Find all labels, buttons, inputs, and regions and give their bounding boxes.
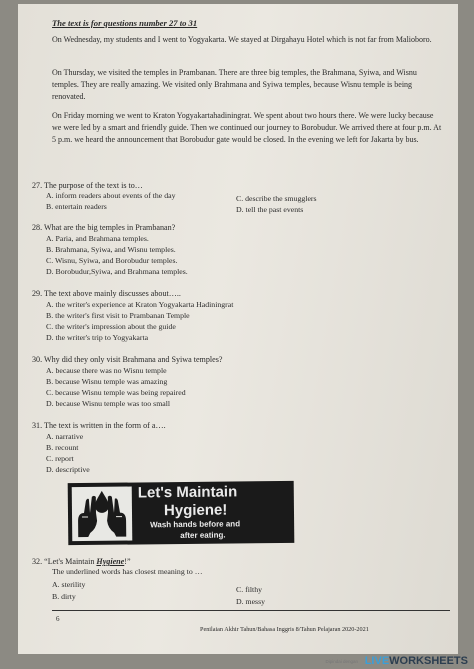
reading-title: The text is for questions number 27 to 31 <box>52 18 198 28</box>
q32-option-d[interactable]: D. messy <box>236 597 266 606</box>
banner-subtext-line-2: after eating. <box>180 530 226 541</box>
banner-heading-line-2: Hygiene! <box>163 501 228 520</box>
q29-option-b[interactable]: B. the writer's first visit to Prambanan Temple <box>46 311 190 320</box>
q30-option-d[interactable]: D. because Wisnu temple was too small <box>46 399 171 408</box>
q31-option-d[interactable]: D. descriptive <box>46 465 90 474</box>
liveworksheets-watermark <box>325 655 468 667</box>
hygiene-banner <box>68 481 295 545</box>
banner-heading-line-1: Let's Maintain <box>137 483 238 502</box>
q29-option-d[interactable]: D. the writer's trip to Yogyakarta <box>46 333 149 342</box>
paragraph-1: On Wednesday, my students and I went to Yogyakarta. We stayed at Dirgahayu Hotel which is not far from Malioboro. <box>52 35 432 44</box>
handwashing-icon <box>72 487 133 542</box>
question-31: 31. The text is written in the form of a…. <box>32 421 166 430</box>
q31-option-c[interactable]: C. report <box>46 454 74 463</box>
q27-option-c[interactable]: C. describe the smugglers <box>236 194 317 203</box>
q28-option-b[interactable]: B. Brahmana, Syiwa, and Wisnu temples. <box>46 245 176 254</box>
q30-option-a[interactable]: A. because there was no Wisnu temple <box>46 366 167 375</box>
q32-option-a[interactable]: A. sterility <box>52 580 86 589</box>
q29-option-a[interactable]: A. the writer's experience at Kraton Yogyakarta Hadiningrat <box>46 300 234 309</box>
worksheet-page <box>18 4 458 654</box>
question-27: 27. The purpose of the text is to… <box>32 181 143 190</box>
q29-option-c[interactable]: C. the writer's impression about the guide <box>46 322 176 331</box>
q27-option-b[interactable]: B. entertain readers <box>46 202 107 211</box>
q32-option-c[interactable]: C. filthy <box>236 585 262 594</box>
q31-option-b[interactable]: B. recount <box>46 443 79 452</box>
q28-option-a[interactable]: A. Paria, and Brahmana temples. <box>46 234 149 243</box>
q31-option-a[interactable]: A. narrative <box>46 432 84 441</box>
q28-option-c[interactable]: C. Wisnu, Syiwa, and Borobudur temples. <box>46 256 178 265</box>
liveworksheets-logo: LIVEWORKSHEETS <box>364 655 468 667</box>
question-28: 28. What are the big temples in Prambanan? <box>32 223 176 232</box>
page-number: 6 <box>56 615 60 623</box>
paragraph-2: On Thursday, we visited the temples in Prambanan. There are three big temples, the Brahmana, Syiwa, and Wisnu temples. They are really amazing. We visited only Brahmana and Syiwa temples, because Wisnu temple is being renovated. <box>52 68 417 101</box>
q30-option-b[interactable]: B. because Wisnu temple was amazing <box>46 377 168 386</box>
paragraph-3: On Friday morning we went to Kraton Yogyakartahadiningrat. We spent about two hours there. We were lucky because we were led by a smart and friendly guide. Then we continued our journey to Borobudur. We arrived there at four p.m. At 5 p.m. we heard the announcement that Borobudur gate would be closed. In the evening we left for Jakarta by bus. <box>52 111 442 144</box>
q32-instruction: The underlined words has closest meaning to … <box>52 567 203 576</box>
q27-option-d[interactable]: D. tell the past events <box>236 205 304 214</box>
watermark-by: Dipindai dengan <box>325 659 358 664</box>
question-29: 29. The text above mainly discusses about….. <box>32 289 181 298</box>
footer-divider <box>52 610 450 611</box>
underlined-word: Hygiene <box>96 557 125 566</box>
question-30: 30. Why did they only visit Brahmana and Syiwa temples? <box>32 355 223 364</box>
footer-text: Penilaian Akhir Tahun/Bahasa Inggris 8/Tahun Pelajaran 2020-2021 <box>200 626 369 633</box>
question-32: 32. “Let's Maintain Hygiene!” <box>32 557 131 566</box>
q28-option-d[interactable]: D. Borobudur,Syiwa, and Brahmana temples. <box>46 267 188 276</box>
q27-option-a[interactable]: A. inform readers about events of the day <box>46 191 176 200</box>
banner-subtext-line-1: Wash hands before and <box>150 519 241 530</box>
q32-option-b[interactable]: B. dirty <box>52 592 76 601</box>
q30-option-c[interactable]: C. because Wisnu temple was being repaired <box>46 388 186 397</box>
